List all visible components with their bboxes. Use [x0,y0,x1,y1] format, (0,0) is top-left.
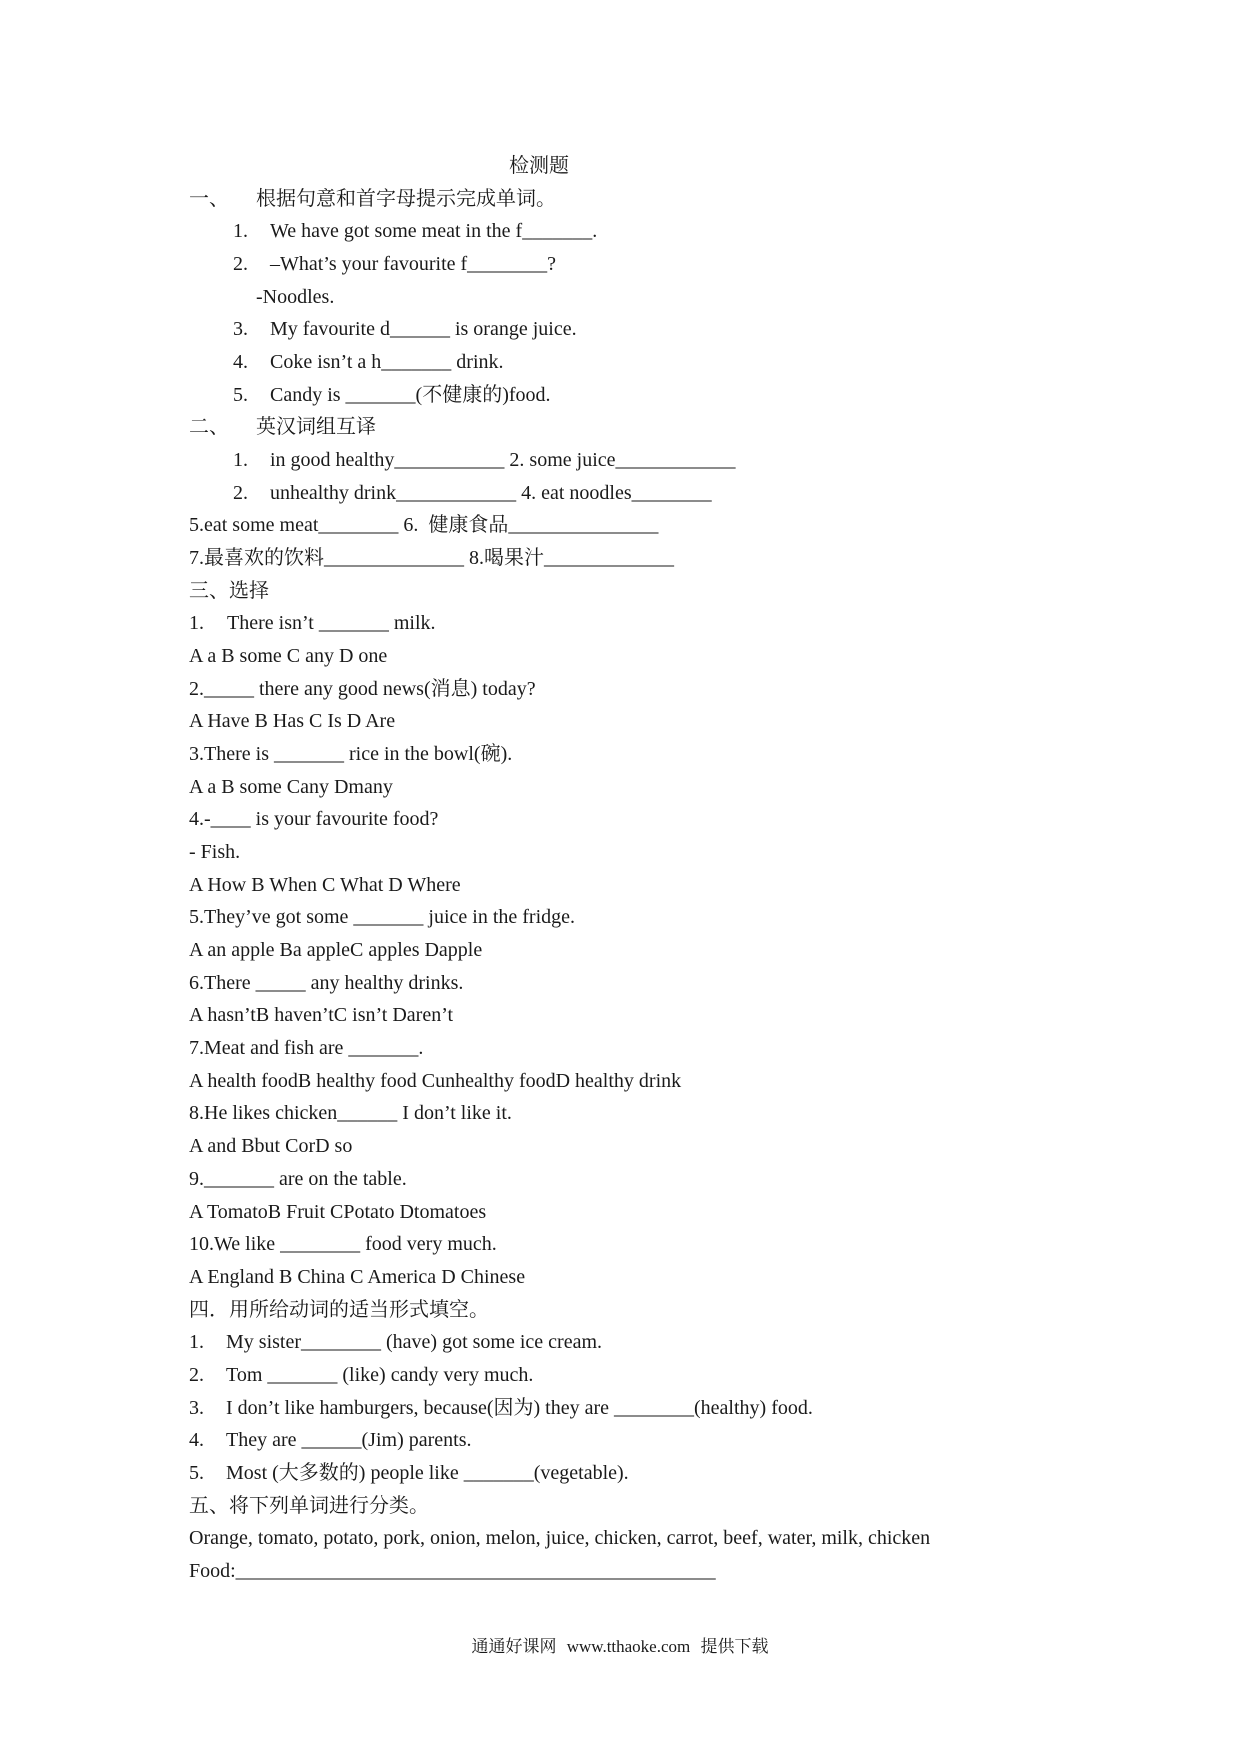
section-4-heading: 四．用所给动词的适当形式填空。 [189,1298,489,1321]
question-text: 10.We like ________ food very much. [189,1233,497,1256]
question-item [0,346,1240,379]
question-text: I don’t like hamburgers, because(因为) they are ________(healthy) food. [226,1396,813,1419]
question-number: 4. [233,351,248,374]
question-item [0,1359,1240,1392]
question-text: 5.They’ve got some _______ juice in the fridge. [189,906,576,929]
question-number: 1. [233,220,248,243]
word-list: Orange, tomato, potato, pork, onion, melon, juice, chicken, carrot, beef, water, milk, chicken [189,1527,931,1550]
question-number: 1. [189,612,204,635]
question-item [0,1424,1240,1457]
section-number: 一、 [189,187,229,210]
question-text: 8.He likes chicken______ I don’t like it. [189,1102,512,1125]
question-text: My sister________ (have) got some ice cream. [226,1331,603,1354]
options-line: A TomatoB Fruit CPotato Dtomatoes [189,1200,487,1223]
translation-line: 7.最喜欢的饮料______________ 8.喝果汁_____________ [189,547,674,570]
question-text: Coke isn’t a h_______ drink. [270,351,504,374]
question-text: 2._____ there any good news(消息) today? [189,677,536,700]
question-item [0,1326,1240,1359]
section-2-heading [0,411,1240,444]
food-category-line: Food:________________________________________________ [189,1559,716,1582]
translation-line [0,477,1240,510]
section-1-heading [0,183,1240,216]
section-5-heading: 五、将下列单词进行分类。 [189,1494,429,1517]
question-number: 2. [189,1363,204,1386]
answer-line: - Fish. [189,841,241,864]
question-text: Most (大多数的) people like _______(vegetable). [226,1461,629,1484]
question-text: 6.There _____ any healthy drinks. [189,971,464,994]
translation-line: 5.eat some meat________ 6. 健康食品_______________ [189,514,659,537]
question-text: My favourite d______ is orange juice. [270,318,577,341]
translation-line [0,444,1240,477]
question-text: 3.There is _______ rice in the bowl(碗). [189,743,513,766]
section-heading-text: 英汉词组互译 [256,416,376,439]
question-text: –What’s your favourite f________? [270,253,557,276]
question-text: 9._______ are on the table. [189,1167,407,1190]
question-item [0,1392,1240,1425]
question-item [0,313,1240,346]
question-number: 4. [189,1429,204,1452]
question-number: 5. [189,1461,204,1484]
options-line: A How B When C What D Where [189,873,461,896]
page-title: 检测题 [509,155,569,177]
question-number: 2. [233,253,248,276]
question-text: They are ______(Jim) parents. [226,1429,472,1452]
question-number: 2. [233,481,248,504]
options-line: A England B China C America D Chinese [189,1265,526,1288]
options-line: A Have B Has C Is D Are [189,710,396,733]
section-heading-text: 根据句意和首字母提示完成单词。 [256,187,556,210]
question-item [0,1457,1240,1490]
question-item [0,607,1240,640]
question-text: Candy is _______(不健康的)food. [270,383,551,406]
question-item [0,248,1240,281]
question-text: 4.-____ is your favourite food? [189,808,439,831]
answer-line: -Noodles. [256,285,335,308]
question-text: We have got some meat in the f_______. [270,220,598,243]
question-item [0,215,1240,248]
options-line: A an apple Ba appleC apples Dapple [189,939,483,962]
options-line: A a B some Cany Dmany [189,775,393,798]
page-footer: 通通好课网 www.tthaoke.com 提供下载 [471,1637,769,1656]
options-line: A a B some C any D one [189,645,388,668]
question-item [0,379,1240,412]
options-line: A health foodB healthy food Cunhealthy foodD healthy drink [189,1069,682,1092]
worksheet [0,150,1240,1588]
question-text: There isn’t _______ milk. [227,612,436,635]
question-text: unhealthy drink____________ 4. eat noodles________ [270,481,712,504]
options-line: A hasn’tB haven’tC isn’t Daren’t [189,1004,454,1027]
question-number: 1. [233,449,248,472]
question-text: 7.Meat and fish are _______. [189,1037,424,1060]
question-number: 3. [189,1396,204,1419]
question-number: 5. [233,383,248,406]
question-text: in good healthy___________ 2. some juice____________ [270,449,736,472]
question-text: Tom _______ (like) candy very much. [226,1363,534,1386]
section-3-heading: 三、选择 [189,579,269,602]
question-number: 1. [189,1331,204,1354]
options-line: A and Bbut CorD so [189,1135,353,1158]
question-number: 3. [233,318,248,341]
section-number: 二、 [189,416,229,439]
